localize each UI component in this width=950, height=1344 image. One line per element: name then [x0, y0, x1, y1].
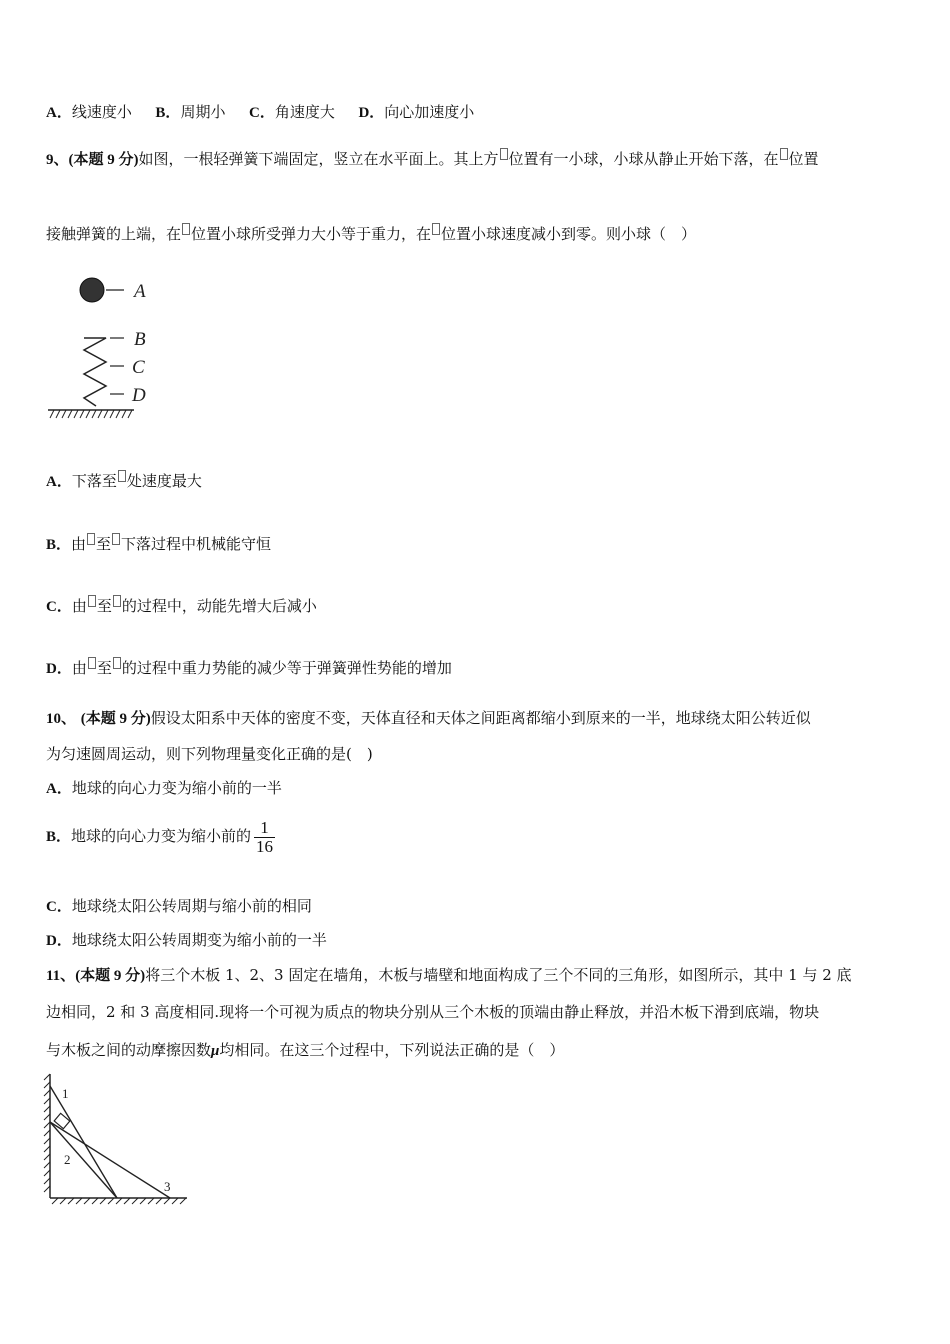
q11-number: 11、	[46, 968, 76, 984]
q8-option-c-text: 角速度大	[274, 103, 335, 121]
q10-option-c	[46, 895, 312, 918]
q9-option-b-text-3: 下落过程中机械能守恒	[121, 535, 272, 553]
q10-option-d	[46, 929, 327, 952]
q9-stem-line-1	[46, 148, 819, 171]
q9-fig-label-a: A	[134, 281, 146, 302]
q11-line1: 将三个木板 1、2、3 固定在墙角，木板与墙壁和地面构成了三个不同的三角形，如图所示，其中 1 与 2 底	[145, 966, 852, 984]
q11-line3-b: 均相同。在这三个过程中，下列说法正确的是（ ）	[219, 1041, 565, 1059]
q8-option-b-label: B．	[155, 105, 181, 121]
q9-line2-b: 位置小球所受弹力大小等于重力，在	[191, 225, 432, 243]
q10-option-d-text: 地球绕太阳公转周期变为缩小前的一半	[71, 931, 327, 949]
q9-option-d	[46, 657, 452, 680]
fraction-one-sixteenth	[254, 819, 275, 856]
missing-glyph-box	[88, 595, 96, 607]
q10-line1: 假设太阳系中天体的密度不变，天体直径和天体之间距离都缩小到原来的一半，地球绕太阳公转近似	[150, 709, 811, 727]
q9-option-b-text-2: 至	[96, 535, 112, 553]
q9-option-a-label: A．	[46, 474, 72, 490]
q9-option-c-label: C．	[46, 599, 72, 615]
q10-option-b	[46, 816, 275, 857]
q9-line2-a: 接触弹簧的上端，在	[46, 225, 182, 243]
q9-option-a	[46, 470, 202, 493]
q11-stem-line-2	[46, 1001, 819, 1023]
q10-option-b-text: 地球的向心力变为缩小前的	[71, 827, 252, 845]
q10-stem-line-2	[46, 743, 373, 765]
q9-fig-label-d: D	[132, 385, 146, 406]
q11-meta: (本题 9 分)	[75, 968, 146, 984]
spring	[84, 338, 106, 406]
mu-symbol: μ	[211, 1043, 220, 1059]
missing-glyph-box	[113, 595, 121, 607]
q11-fig-label-3: 3	[164, 1179, 171, 1194]
q9-meta: (本题 9 分)	[68, 152, 139, 168]
q10-option-a-text: 地球的向心力变为缩小前的一半	[71, 779, 282, 797]
board-1	[50, 1086, 117, 1198]
q9-option-b-text-1: 由	[71, 535, 87, 553]
q10-stem-line-1	[46, 707, 811, 730]
q10-option-b-label: B．	[46, 829, 72, 845]
q11-line3-a: 与木板之间的动摩擦因数	[46, 1041, 212, 1059]
q10-option-c-label: C．	[46, 899, 72, 915]
q9-option-d-text-3: 的过程中重力势能的减少等于弹簧弹性势能的增加	[121, 659, 452, 677]
fraction-denominator: 16	[256, 836, 274, 856]
q9-line1-a: 如图，一根轻弹簧下端固定，竖立在水平面上。其上方	[138, 150, 499, 168]
q9-option-d-text-2: 至	[96, 659, 112, 677]
q8-option-c-label: C．	[249, 105, 275, 121]
missing-glyph-box	[432, 223, 440, 235]
q9-option-c-text-2: 至	[96, 597, 112, 615]
q8-option-b-text: 周期小	[180, 103, 226, 121]
missing-glyph-box	[113, 657, 121, 669]
q9-line2-c: 位置小球速度减小到零。则小球（ ）	[441, 225, 697, 243]
q10-option-a-label: A．	[46, 781, 72, 797]
q11-stem-line-3	[46, 1039, 564, 1062]
missing-glyph-box	[112, 533, 120, 545]
missing-glyph-box	[88, 657, 96, 669]
q8-option-d-label: D．	[358, 105, 385, 121]
q9-number: 9、	[46, 152, 69, 168]
missing-glyph-box	[118, 470, 126, 482]
q10-meta: (本题 9 分)	[80, 711, 151, 727]
missing-glyph-box	[780, 148, 788, 160]
missing-glyph-box	[87, 533, 95, 545]
q9-line1-b: 位置有一小球，小球从静止开始下落，在	[508, 150, 779, 168]
q9-option-d-label: D．	[46, 661, 72, 677]
q9-spring-figure	[44, 272, 164, 424]
q9-option-b	[46, 533, 271, 556]
q11-fig-label-2: 2	[64, 1152, 71, 1167]
q9-option-b-label: B．	[46, 537, 72, 553]
missing-glyph-box	[500, 148, 508, 160]
q8-options-row	[46, 101, 474, 124]
fraction-numerator: 1	[260, 817, 269, 837]
q9-fig-label-c: C	[132, 357, 145, 378]
board-2	[50, 1122, 117, 1198]
q9-option-d-text-1: 由	[71, 659, 87, 677]
q11-boards-figure	[42, 1070, 192, 1206]
q9-option-a-text-2: 处速度最大	[126, 472, 202, 490]
q10-option-a	[46, 777, 282, 800]
q9-option-c	[46, 595, 317, 618]
q10-option-c-text: 地球绕太阳公转周期与缩小前的相同	[71, 897, 312, 915]
q8-option-a-label: A．	[46, 105, 72, 121]
q10-line2: 为匀速圆周运动，则下列物理量变化正确的是( )	[46, 745, 373, 763]
q9-fig-label-b: B	[134, 329, 146, 350]
missing-glyph-box	[182, 223, 190, 235]
q9-option-a-text-1: 下落至	[71, 472, 117, 490]
q9-stem-line-2	[46, 223, 696, 245]
ball	[80, 278, 104, 302]
q8-option-a-text: 线速度小	[71, 103, 132, 121]
q9-option-c-text-1: 由	[71, 597, 87, 615]
q11-line2: 边相同，2 和 3 高度相同.现将一个可视为质点的物块分别从三个木板的顶端由静止释放，并沿木板下滑到底端，物块	[46, 1003, 820, 1021]
q10-option-d-label: D．	[46, 933, 72, 949]
q8-option-d-text: 向心加速度小	[384, 103, 475, 121]
q10-number: 10、	[46, 711, 77, 727]
q9-line1-c: 位置	[788, 150, 819, 168]
q11-fig-label-1: 1	[62, 1086, 69, 1101]
q9-option-c-text-3: 的过程中，动能先增大后减小	[121, 597, 317, 615]
q11-stem-line-1	[46, 964, 852, 987]
